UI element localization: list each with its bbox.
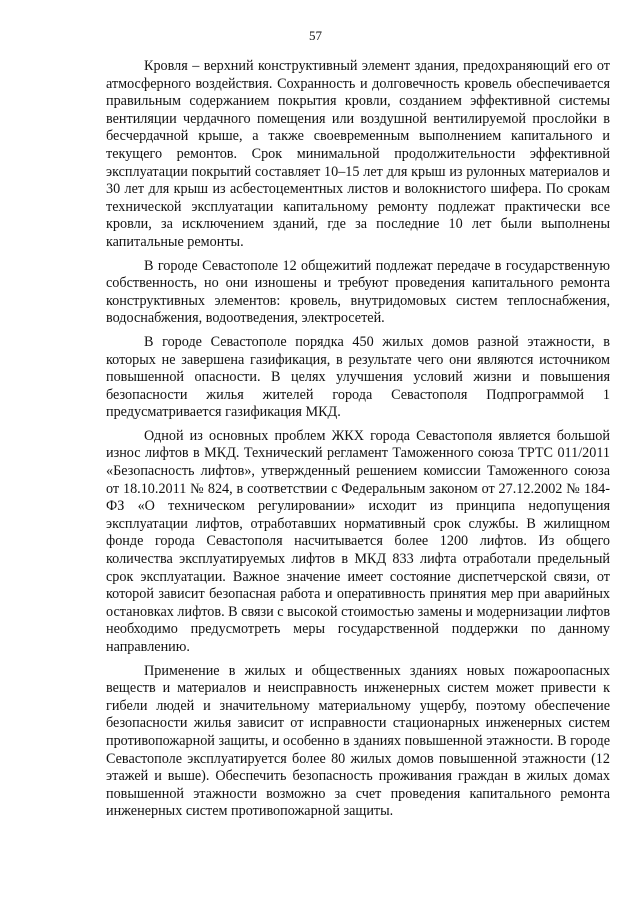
paragraph-fire-safety: Применение в жилых и общественных зданиях новых пожароопасных веществ и материалов и неисправность инженерных систем может привести к гибели людей и значительному материальному ущербу, поэтому обеспечение безопасности жилья зависит от исправности стационарных инженерных систем противопожарной защиты, и особенно в зданиях повышенной этажности. В городе Севастополе эксплуатируется более 80 жилых домов повышенной этажности (12 этажей и выше). Обеспечить безопасность проживания граждан в жилых домах повышенной этажности возможно за счет проведения капитального ремонта инженерных систем противопожарной защиты.	[106, 662, 610, 820]
paragraph-gasification: В городе Севастополе порядка 450 жилых домов разной этажности, в которых не завершена газификация, в результате чего они являются источником повышенной опасности. В целях улучшения условий жизни и повышения безопасности жилья жителей города Севастополя Подпрограммой 1 предусматривается газификация МКД.	[106, 333, 610, 421]
paragraph-dormitories: В городе Севастополе 12 общежитий подлежат передаче в государственную собственность, но они изношены и требуют проведения капитального ремонта конструктивных элементов: кровель, внутридомовых систем теплоснабжения, водоснабжения, водоотведения, электросетей.	[106, 257, 610, 327]
body-text	[106, 58, 610, 827]
paragraph-roofing: Кровля – верхний конструктивный элемент здания, предохраняющий его от атмосферного воздействия. Сохранность и долговечность кровель обеспечивается правильным содержанием покрытия кровли, созданием эффективной системы вентиляции чердачного помещения или воздушной вентилируемой прослойки в бесчердачной крыше, а также своевременным выполнением капитального и текущего ремонтов. Срок минимальной продолжительности эффективной эксплуатации покрытий составляет 10–15 лет для крыш из рулонных материалов и 30 лет для крыш из асбестоцементных листов и волокнистого шифера. По срокам технической эксплуатации капитальному ремонту подлежат практически все кровли, за исключением зданий, где за последние 10 лет были выполнены капитальные ремонты.	[106, 58, 610, 250]
page-number: 57	[309, 28, 322, 43]
paragraph-elevators: Одной из основных проблем ЖКХ города Севастополя является большой износ лифтов в МКД. Технический регламент Таможенного союза ТРТС 011/2011 «Безопасность лифтов», утвержденный решением комиссии Таможенного союза от 18.10.2011 № 824, в соответствии с Федеральным законом от 27.12.2002 № 184-ФЗ «О техническом регулировании» исходит из принципа недопущения эксплуатации лифтов, отработавших нормативный срок службы. В жилищном фонде города Севастополя насчитывается более 1200 лифтов. Из общего количества эксплуатируемых лифтов в МКД 833 лифта отработали предельный срок эксплуатации. Важное значение имеет состояние диспетчерской связи, от которой зависит безопасная работа и оперативность принятия мер при аварийных остановках лифтов. В связи с высокой стоимостью замены и модернизации лифтов необходимо предусмотреть меры государственной поддержки по данному направлению.	[106, 427, 611, 655]
